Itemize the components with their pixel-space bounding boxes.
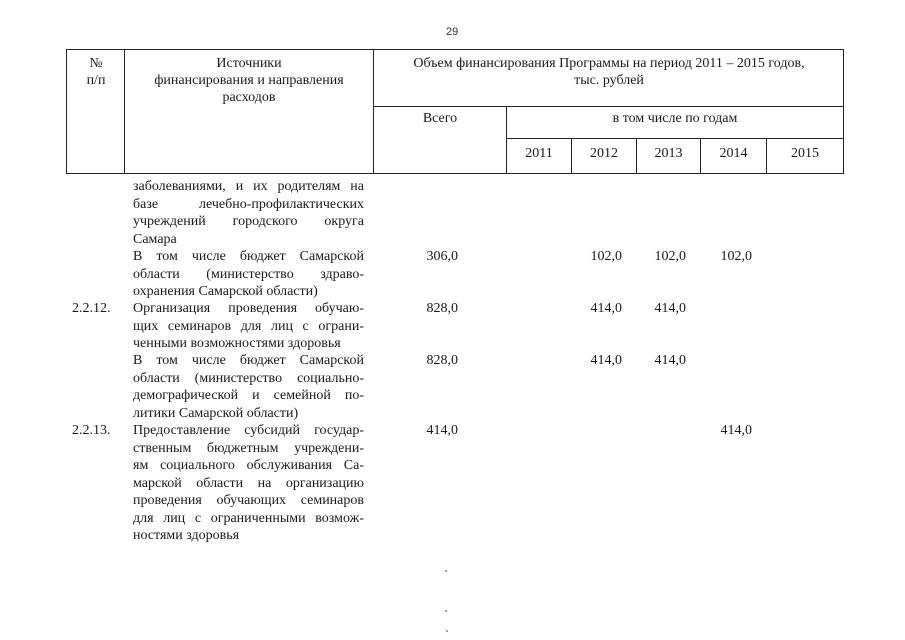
header-year-2015: 2015 bbox=[791, 146, 819, 161]
row-number: 2.2.12. bbox=[72, 301, 111, 316]
header-source-label: Источники финансирования и направления расходов bbox=[154, 56, 344, 105]
header-year-2011: 2011 bbox=[525, 146, 553, 161]
row-value-2012: 414,0 bbox=[590, 301, 622, 316]
scan-speck bbox=[445, 570, 447, 572]
row-source-text: В том числе бюджет Самарской области (министерство здраво- охранения Самарской области) bbox=[133, 249, 364, 299]
header-left-border bbox=[66, 49, 67, 174]
scan-speck bbox=[446, 630, 448, 632]
header-num-label: № п/п bbox=[86, 56, 106, 88]
row-value-2012: 102,0 bbox=[590, 249, 622, 264]
row-total: 828,0 bbox=[426, 301, 458, 316]
row-value-2013: 414,0 bbox=[654, 353, 686, 368]
header-total-label: Всего bbox=[422, 111, 458, 126]
row-total: 828,0 bbox=[426, 353, 458, 368]
row-total: 414,0 bbox=[426, 423, 458, 438]
header-by-years-label: в том числе по годам bbox=[612, 111, 738, 126]
row-source-text: Предоставление субсидий государ- ственным бюджетным учреждени- ям социального обслуживания Са- марской области на организацию проведения обучающих семинаров для лиц с ограниченными возмож- ностями здоровья bbox=[133, 423, 364, 543]
row-value-2012: 414,0 bbox=[590, 353, 622, 368]
row-source-text: В том числе бюджет Самарской области (министерство социально- демографической и семейной по- литики Самарской области) bbox=[133, 353, 364, 421]
header-years-divider bbox=[506, 138, 844, 139]
row-number: 2.2.13. bbox=[72, 423, 111, 438]
header-right-border bbox=[843, 49, 844, 174]
scan-speck bbox=[445, 610, 447, 612]
header-year-2012: 2012 bbox=[590, 146, 618, 161]
page-number: 29 bbox=[446, 26, 459, 38]
header-volume-label: Объем финансирования Программы на период 2011 – 2015 годов, тыс. рублей bbox=[413, 56, 805, 88]
header-bottom-border bbox=[66, 173, 844, 174]
header-year-2013: 2013 bbox=[654, 146, 683, 161]
row-value-2013: 414,0 bbox=[654, 301, 686, 316]
row-total: 306,0 bbox=[426, 249, 458, 264]
row-source-text: Организация проведения обучаю- щих семинаров для лиц с ограни- ченными возможностями здоровья bbox=[133, 301, 364, 351]
header-col-divider-1 bbox=[124, 49, 125, 174]
header-volume-divider bbox=[373, 106, 844, 107]
header-year-2014: 2014 bbox=[719, 146, 748, 161]
row-value-2014: 102,0 bbox=[720, 249, 752, 264]
row-value-2013: 102,0 bbox=[654, 249, 686, 264]
row-source-text: заболеваниями, и их родителям на базе лечебно-профилактических учреждений городского округа Самара bbox=[133, 179, 364, 247]
row-value-2014: 414,0 bbox=[720, 423, 752, 438]
header-top-border bbox=[66, 49, 844, 50]
